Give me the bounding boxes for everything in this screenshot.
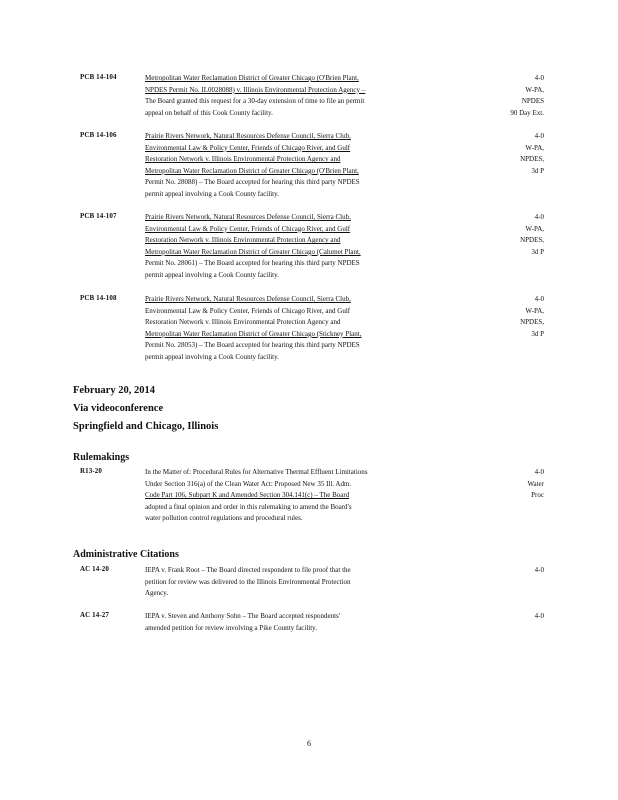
vote-count: 4-0 [534, 612, 544, 620]
case-title-line: Metropolitan Water Reclamation District of Greater Chicago (Calumet Plant, [145, 247, 361, 256]
page-number: 6 [307, 739, 311, 748]
case-number: PCB 14-107 [80, 212, 117, 220]
vote-category: NPDES [521, 97, 544, 106]
vote-category: 90 Day Ext. [510, 108, 544, 117]
vote-column [470, 565, 544, 577]
case-text-line: Environmental Law & Policy Center, Friends of Chicago River, and Gulf [145, 306, 351, 315]
vote-category: NPDES, [520, 155, 544, 164]
case-summary [145, 73, 457, 119]
vote-column [470, 131, 544, 177]
vote-category: 3d P [531, 166, 544, 175]
case-title-line: Metropolitan Water Reclamation District of Greater Chicago (O'Brien Plant, [145, 166, 359, 175]
case-text-line: IEPA v. Steven and Anthony Sohn – The Board accepted respondents' [145, 612, 341, 620]
vote-category: 3d P [531, 329, 544, 338]
case-text-line: In the Matter of: Procedural Rules for Alternative Thermal Effluent Limitations [145, 468, 368, 476]
vote-count: 4-0 [534, 566, 544, 574]
vote-category: 3d P [531, 247, 544, 256]
vote-category: W-PA, [525, 224, 544, 233]
case-number: R13-20 [80, 467, 102, 475]
vote-column [470, 294, 544, 340]
vote-column [470, 73, 544, 119]
vote-column [470, 611, 544, 623]
case-title-line: Restoration Network v. Illinois Environmental Protection Agency and [145, 155, 341, 164]
case-title-line: Metropolitan Water Reclamation District of Greater Chicago (Stickney Plant, [145, 329, 362, 338]
vote-category: NPDES, [520, 236, 544, 245]
vote-category: W-PA, [525, 143, 544, 152]
vote-column [470, 467, 544, 502]
case-title-line: Prairie Rivers Network, Natural Resources Defense Council, Sierra Club, [145, 213, 351, 221]
case-text-line: Under Section 316(a) of the Clean Water Act: Proposed New 35 Ill. Adm. [145, 479, 352, 488]
case-summary [145, 611, 457, 634]
case-title-line: Environmental Law & Policy Center, Friends of Chicago River, and Gulf [145, 224, 351, 233]
case-text-line: permit appeal involving a Cook County facility. [145, 352, 279, 361]
vote-count: 4-0 [534, 213, 544, 221]
vote-category: W-PA, [525, 85, 544, 94]
case-title-line: Metropolitan Water Reclamation District of Greater Chicago (O'Brien Plant, [145, 74, 359, 82]
case-text-line: permit appeal involving a Cook County facility. [145, 270, 279, 279]
case-text-line: appeal on behalf of this Cook County facility. [145, 108, 273, 117]
case-summary [145, 467, 457, 525]
case-number: PCB 14-106 [80, 131, 117, 139]
vote-category: NPDES, [520, 318, 544, 327]
meeting-date: February 20, 2014 [73, 385, 155, 396]
case-text-line: The Board granted this request for a 30-day extension of time to file an permit [145, 97, 365, 106]
case-summary [145, 565, 457, 600]
case-title-line: Code Part 106, Subpart K and Amended Section 304.141(c) – The Board [145, 491, 350, 500]
vote-count: 4-0 [534, 74, 544, 82]
case-number: AC 14-20 [80, 565, 109, 573]
vote-count: 4-0 [534, 132, 544, 140]
case-text-line: Agency. [145, 589, 169, 598]
case-title-line: Prairie Rivers Network, Natural Resources Defense Council, Sierra Club, [145, 295, 351, 303]
meeting-via: Via videoconference [73, 403, 164, 414]
vote-count: 4-0 [534, 295, 544, 303]
case-summary [145, 294, 457, 364]
case-text-line: petition for review was delivered to the Illinois Environmental Protection [145, 577, 351, 586]
case-text-line: water pollution control regulations and procedural rules. [145, 514, 303, 523]
vote-column [470, 212, 544, 258]
case-text-line: Permit No. 28061) – The Board accepted for hearing this third party NPDES [145, 259, 360, 268]
section-heading-rulemakings: Rulemakings [73, 452, 130, 463]
case-text-line: amended petition for review involving a Pike County facility. [145, 623, 317, 632]
meeting-location: Springfield and Chicago, Illinois [73, 421, 219, 432]
case-text-line: permit appeal involving a Cook County facility. [145, 189, 279, 198]
case-text-line: Restoration Network v. Illinois Environmental Protection Agency and [145, 318, 341, 327]
case-text-line: Permit No. 28088) – The Board accepted for hearing this third party NPDES [145, 178, 360, 187]
section-heading-administrative-citations: Administrative Citations [73, 549, 179, 560]
case-title-line: Restoration Network v. Illinois Environmental Protection Agency and [145, 236, 341, 245]
vote-category: Water [527, 479, 544, 488]
case-number: PCB 14-104 [80, 73, 117, 81]
case-summary [145, 212, 457, 282]
case-title-line: NPDES Permit No. IL0028088) v. Illinois Environmental Protection Agency – [145, 85, 366, 94]
vote-category: Proc [531, 491, 544, 500]
case-number: AC 14-27 [80, 611, 109, 619]
case-title-line: Prairie Rivers Network, Natural Resources Defense Council, Sierra Club, [145, 132, 351, 140]
vote-category: W-PA, [525, 306, 544, 315]
case-title-line: Environmental Law & Policy Center, Friends of Chicago River, and Gulf [145, 143, 351, 152]
case-text-line: IEPA v. Frank Root – The Board directed respondent to file proof that the [145, 566, 351, 574]
vote-count: 4-0 [534, 468, 544, 476]
case-text-line: Permit No. 28053) – The Board accepted for hearing this third party NPDES [145, 341, 360, 350]
case-number: PCB 14-108 [80, 294, 117, 302]
case-summary [145, 131, 457, 201]
case-text-line: adopted a final opinion and order in this rulemaking to amend the Board's [145, 502, 352, 511]
